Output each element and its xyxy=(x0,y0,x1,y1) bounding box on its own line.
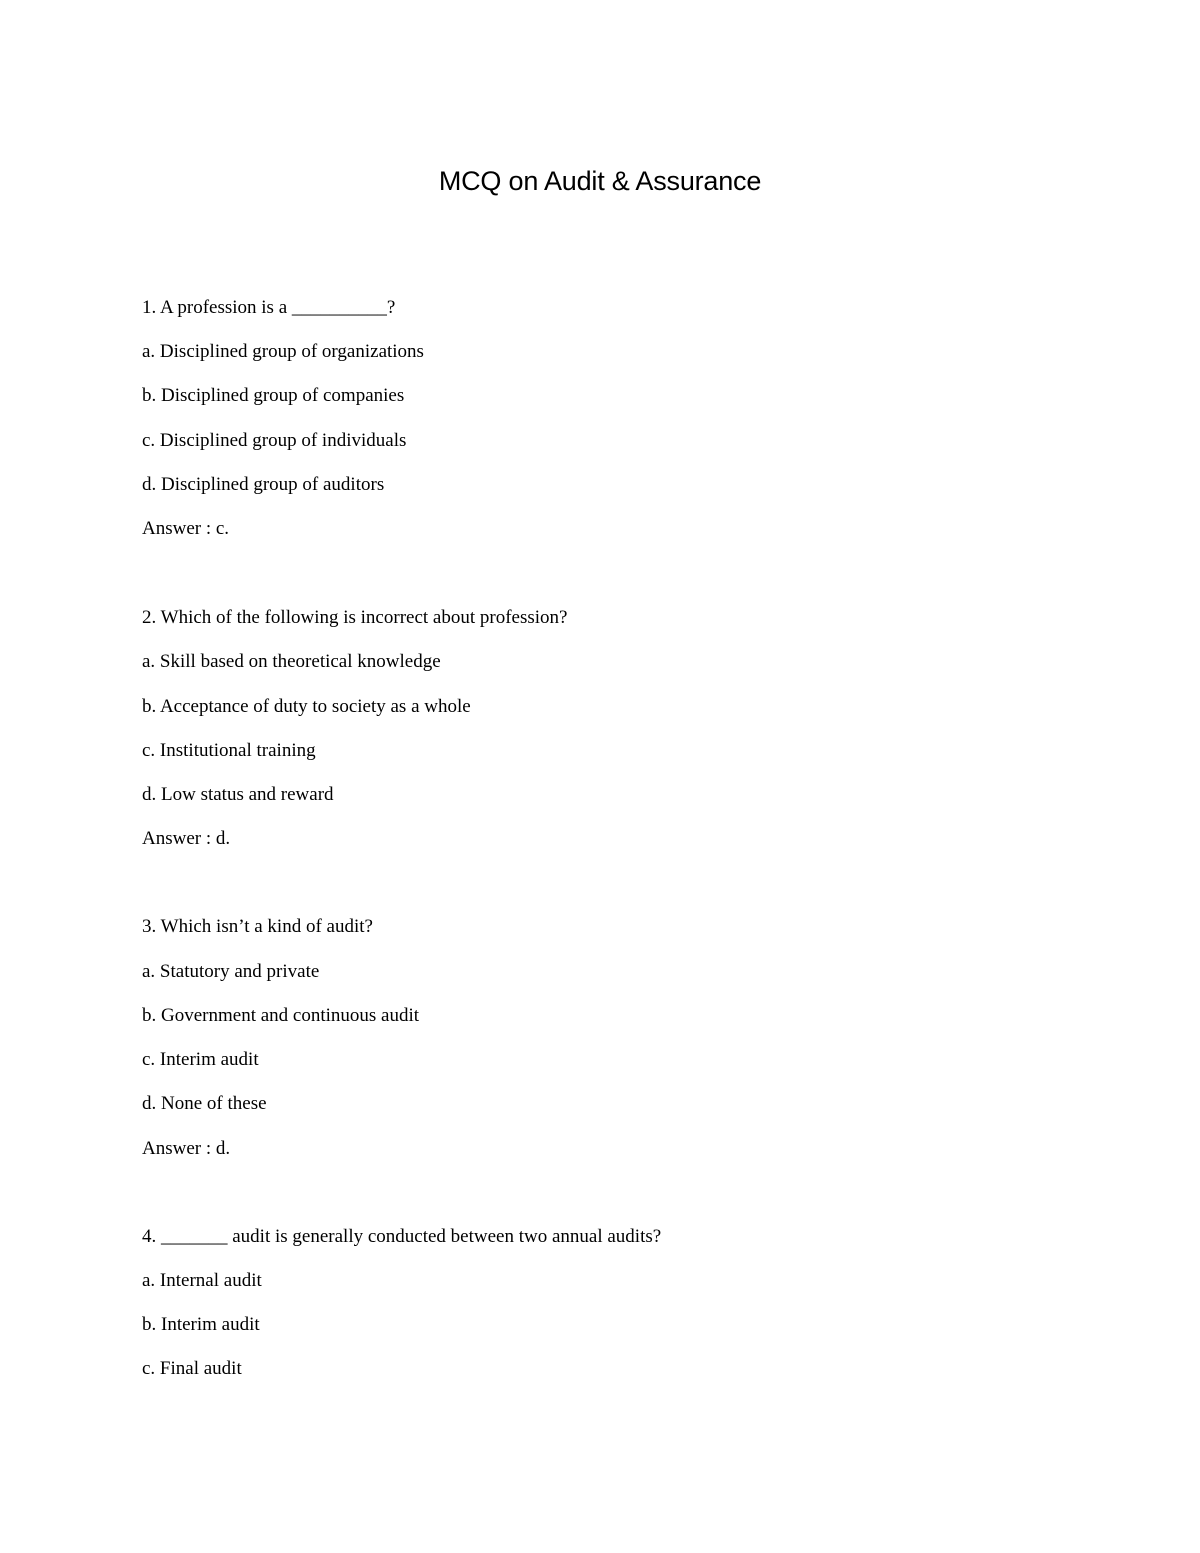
option-b: b. Government and continuous audit xyxy=(142,1005,420,1026)
answer-text: Answer : d. xyxy=(142,828,231,849)
option-a: a. Disciplined group of organizations xyxy=(142,341,424,362)
option-c: c. Interim audit xyxy=(142,1049,259,1070)
option-a: a. Skill based on theoretical knowledge xyxy=(142,651,441,672)
option-d: d. None of these xyxy=(142,1093,267,1114)
question-text: 1. A profession is a __________? xyxy=(142,297,396,318)
option-d: d. Disciplined group of auditors xyxy=(142,474,385,495)
option-d: d. Low status and reward xyxy=(142,784,334,805)
option-c: c. Final audit xyxy=(142,1358,242,1379)
answer-text: Answer : c. xyxy=(142,518,230,539)
question-text: 2. Which of the following is incorrect about profession? xyxy=(142,607,568,628)
option-b: b. Interim audit xyxy=(142,1314,260,1335)
question-text: 3. Which isn’t a kind of audit? xyxy=(142,916,373,937)
option-a: a. Statutory and private xyxy=(142,961,320,982)
option-c: c. Institutional training xyxy=(142,740,316,761)
option-b: b. Disciplined group of companies xyxy=(142,385,405,406)
option-b: b. Acceptance of duty to society as a whole xyxy=(142,696,471,717)
answer-text: Answer : d. xyxy=(142,1138,231,1159)
document-title: MCQ on Audit & Assurance xyxy=(438,166,762,196)
question-text: 4. _______ audit is generally conducted between two annual audits? xyxy=(142,1226,662,1247)
option-a: a. Internal audit xyxy=(142,1270,262,1291)
option-c: c. Disciplined group of individuals xyxy=(142,430,407,451)
